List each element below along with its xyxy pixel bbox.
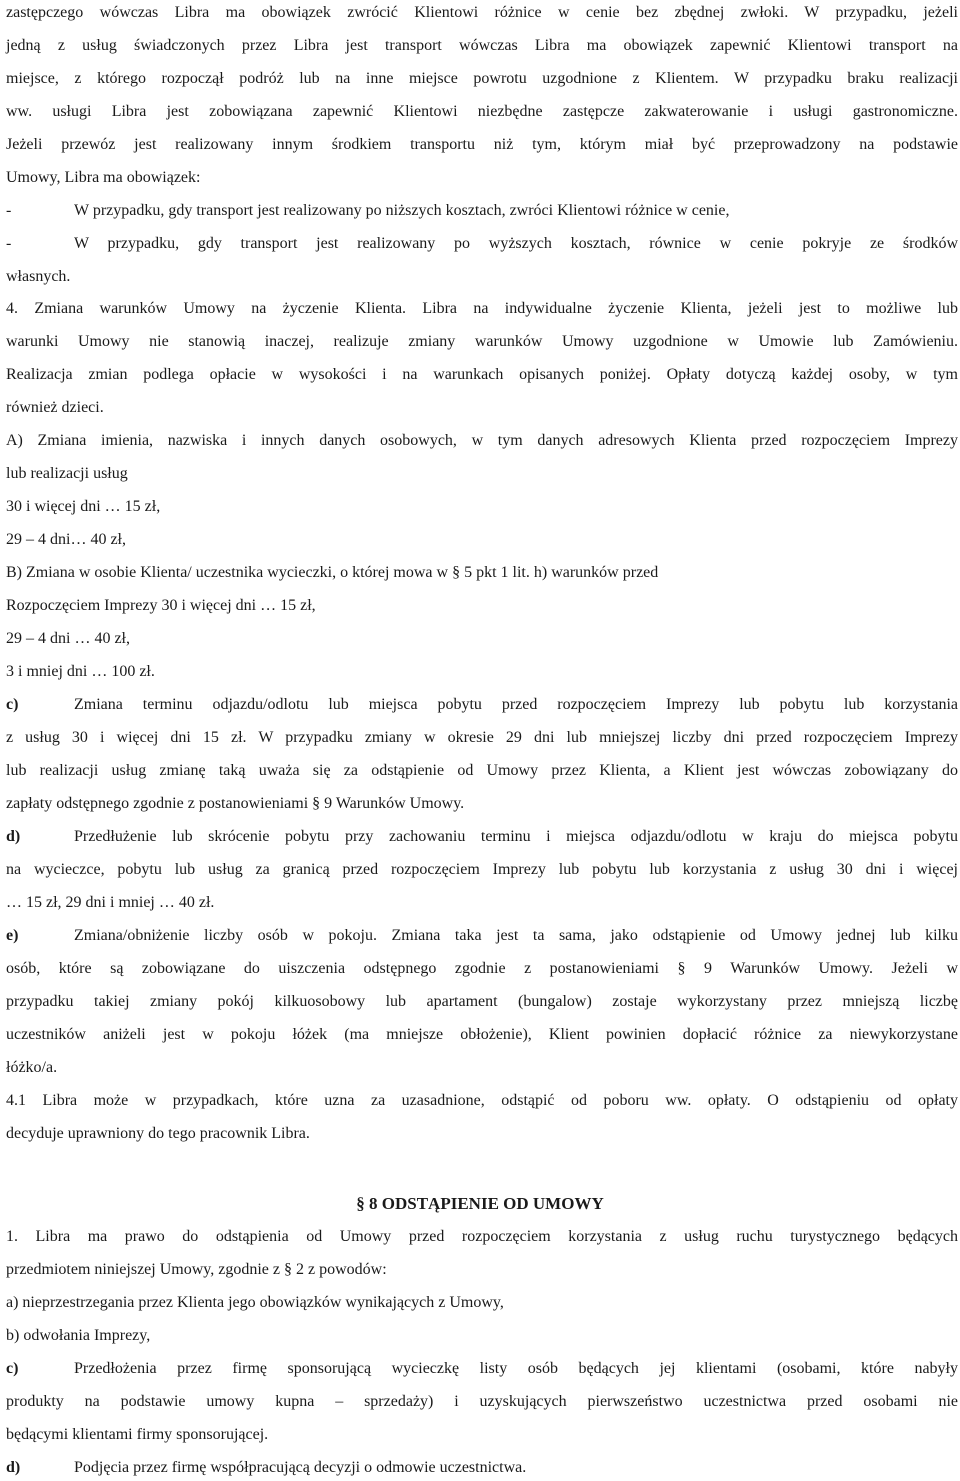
section-heading	[0, 1193, 960, 1215]
line-text: zastępczego wówczas Libra ma obowiązek zwrócić Klientowi różnice w cenie bez zbędnej zwłoki. W przypadku, jeżeli	[6, 4, 958, 21]
text-line	[6, 430, 958, 452]
line-text: na wycieczce, pobytu lub usług za granicą przed rozpoczęciem Imprezy lub pobytu lub korzystania z usług 30 dni i więcej	[6, 861, 958, 878]
text-line	[6, 826, 958, 848]
item-label: d)	[6, 828, 21, 845]
line-text: produkty na podstawie umowy kupna – sprzedaży) i uzyskujących pierwszeństwo uczestnictwa przed osobami nie	[6, 1393, 958, 1410]
text-line	[6, 496, 958, 518]
line-text: uczestników aniżeli jest w pokoju łóżek (ma mniejsze obłożenie), Klient powinien dopłacić różnice za niewykorzystane	[6, 1026, 958, 1043]
line-text: 30 i więcej dni … 15 zł,	[6, 498, 161, 515]
line-text: własnych.	[6, 268, 71, 285]
line-text: Przedłużenie lub skrócenie pobytu przy zachowaniu terminu i miejsca odjazdu/odlotu w kraju do miejsca pobytu	[74, 828, 958, 845]
text-line	[6, 694, 958, 716]
line-text: Zmiana/obniżenie liczby osób w pokoju. Zmiana taka jest ta sama, jako odstąpienie od Umowy jednej lub kilku	[74, 927, 958, 944]
line-text: jedną z usług świadczonych przez Libra jest transport wówczas Libra ma obowiązek zapewnić Klientowi transport na	[6, 37, 958, 54]
line-text: 4.1 Libra może w przypadkach, które uzna za uzasadnione, odstąpić od poboru ww. opłaty. O odstąpieniu od opłaty	[6, 1092, 958, 1109]
text-line	[6, 958, 958, 980]
text-line	[6, 167, 958, 189]
text-line	[6, 1391, 958, 1413]
text-line	[6, 1123, 958, 1145]
line-text: przypadku takiej zmiany pokój kilkuosobowy lub apartament (bungalow) zostaje wykorzystany przez mniejszą liczbę	[6, 993, 958, 1010]
line-text: 29 – 4 dni … 40 zł,	[6, 630, 130, 647]
text-line	[6, 1057, 958, 1079]
text-line	[6, 628, 958, 650]
line-text: Zmiana terminu odjazdu/odlotu lub miejsca pobytu przed rozpoczęciem Imprezy lub pobytu lub korzystania	[74, 696, 958, 713]
line-text: B) Zmiana w osobie Klienta/ uczestnika wycieczki, o której mowa w § 5 pkt 1 lit. h) warunków przed	[6, 564, 659, 581]
text-line	[6, 892, 958, 914]
text-line	[6, 1090, 958, 1112]
line-text: b) odwołania Imprezy,	[6, 1327, 151, 1344]
text-line	[6, 397, 958, 419]
text-line	[6, 200, 958, 222]
text-line	[6, 760, 958, 782]
line-text: W przypadku, gdy transport jest realizowany po niższych kosztach, zwróci Klientowi różnice w cenie,	[74, 202, 730, 219]
text-line	[6, 793, 958, 815]
text-line	[6, 1325, 958, 1347]
text-line	[6, 1424, 958, 1446]
line-text: warunki Umowy nie stanowią inaczej, realizuje zmiany warunków Umowy uzgodnione w Umowie lub Zamówieniu.	[6, 333, 958, 350]
text-line	[6, 595, 958, 617]
text-line	[6, 1358, 958, 1380]
text-line	[6, 233, 958, 255]
line-text: Rozpoczęciem Imprezy 30 i więcej dni … 15 zł,	[6, 597, 316, 614]
line-text: a) nieprzestrzegania przez Klienta jego obowiązków wynikających z Umowy,	[6, 1294, 504, 1311]
text-line	[6, 2, 958, 24]
line-text: Jeżeli przewóz jest realizowany innym środkiem transportu niż tym, którym miał być przeprowadzony na podstawie	[6, 136, 958, 153]
text-line	[6, 1226, 958, 1248]
line-text: Podjęcia przez firmę współpracującą decyzji o odmowie uczestnictwa.	[74, 1459, 527, 1476]
line-text: ww. usługi Libra jest zobowiązana zapewnić Klientowi niezbędne zastępcze zakwaterowanie i usługi gastronomiczne.	[6, 103, 958, 120]
text-line	[6, 529, 958, 551]
line-text: § 8 ODSTĄPIENIE OD UMOWY	[356, 1194, 604, 1213]
text-line	[6, 364, 958, 386]
text-line	[6, 1024, 958, 1046]
line-text: … 15 zł, 29 dni i mniej … 40 zł.	[6, 894, 215, 911]
text-line	[6, 859, 958, 881]
text-line	[6, 298, 958, 320]
line-text: miejsce, z którego rozpoczął podróż lub na inne miejsce powrotu uzgodnione z Klientem. W przypadku braku realizacji	[6, 70, 958, 87]
text-line	[6, 727, 958, 749]
line-text: decyduje uprawniony do tego pracownik Libra.	[6, 1125, 310, 1142]
item-label: e)	[6, 927, 19, 944]
text-line	[6, 68, 958, 90]
line-text: 29 – 4 dni… 40 zł,	[6, 531, 126, 548]
line-text: osób, które są zobowiązane do uiszczenia odstępnego zgodnie z postanowieniami § 9 Warunków Umowy. Jeżeli w	[6, 960, 958, 977]
item-label: c)	[6, 696, 19, 713]
text-line	[6, 134, 958, 156]
text-line	[6, 1292, 958, 1314]
line-text: 3 i mniej dni … 100 zł.	[6, 663, 155, 680]
text-line	[6, 925, 958, 947]
line-text: będącymi klientami firmy sponsorującej.	[6, 1426, 269, 1443]
text-line	[6, 35, 958, 57]
line-text: lub realizacji usług	[6, 465, 128, 482]
text-line	[6, 1259, 958, 1281]
line-text: 4. Zmiana warunków Umowy na życzenie Klienta. Libra na indywidualne życzenie Klienta, jeżeli jest to możliwe lub	[6, 300, 958, 317]
text-line	[6, 1457, 958, 1479]
text-line	[6, 266, 958, 288]
item-label: d)	[6, 1459, 21, 1476]
line-text: W przypadku, gdy transport jest realizowany po wyższych kosztach, równice w cenie pokryje ze środków	[74, 235, 958, 252]
text-line	[6, 463, 958, 485]
line-text: z usług 30 i więcej dni 15 zł. W przypadku zmiany w okresie 29 dni lub mniejszej liczby dni przed rozpoczęciem Imprezy	[6, 729, 958, 746]
bullet-dash: -	[6, 235, 12, 252]
line-text: również dzieci.	[6, 399, 104, 416]
item-label: c)	[6, 1360, 19, 1377]
line-text: zapłaty odstępnego zgodnie z postanowieniami § 9 Warunków Umowy.	[6, 795, 465, 812]
line-text: 1. Libra ma prawo do odstąpienia od Umowy przed rozpoczęciem korzystania z usług ruchu turystycznego będących	[6, 1228, 958, 1245]
text-line	[6, 562, 958, 584]
text-line	[6, 661, 958, 683]
line-text: łóżko/a.	[6, 1059, 58, 1076]
text-line	[6, 991, 958, 1013]
line-text: A) Zmiana imienia, nazwiska i innych danych osobowych, w tym danych adresowych Klienta przed rozpoczęciem Imprezy	[6, 432, 958, 449]
line-text: lub realizacji usług zmianę taką uważa się za odstąpienie od Umowy przez Klienta, a Klient jest wówczas zobowiązany do	[6, 762, 958, 779]
line-text: Umowy, Libra ma obowiązek:	[6, 169, 201, 186]
line-text: Przedłożenia przez firmę sponsorującą wycieczkę listy osób będących jej klientami (osobami, które nabyły	[74, 1360, 958, 1377]
text-line	[6, 331, 958, 353]
line-text: przedmiotem niniejszej Umowy, zgodnie z § 2 z powodów:	[6, 1261, 387, 1278]
line-text: Realizacja zmian podlega opłacie w wysokości i na warunkach opisanych poniżej. Opłaty dotyczą każdej osoby, w tym	[6, 366, 958, 383]
bullet-dash: -	[6, 202, 12, 219]
text-line	[6, 101, 958, 123]
